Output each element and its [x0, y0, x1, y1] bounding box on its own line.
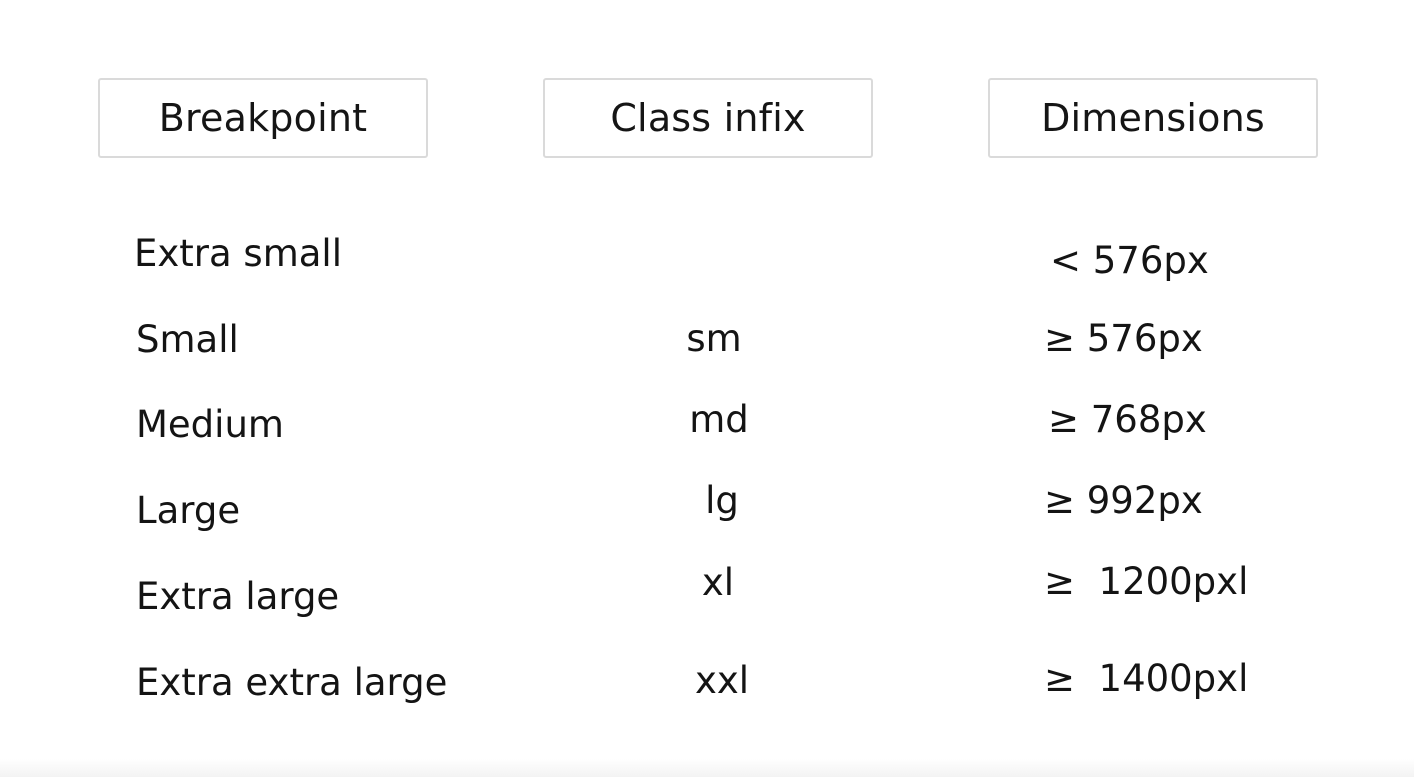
- row-dimensions-extra-large: ≥ 1200pxl: [1044, 560, 1249, 603]
- row-breakpoint-extra-extra-large: Extra extra large: [136, 661, 448, 704]
- row-infix-extra-extra-large: xxl: [694, 659, 750, 702]
- header-dimensions: Dimensions: [988, 78, 1318, 158]
- row-breakpoint-medium: Medium: [136, 403, 284, 446]
- row-infix-large: lg: [705, 479, 739, 522]
- bottom-edge-shade: [0, 759, 1414, 777]
- row-dimensions-small: ≥ 576px: [1044, 317, 1203, 360]
- row-infix-medium: md: [689, 398, 749, 441]
- header-breakpoint: Breakpoint: [98, 78, 428, 158]
- row-infix-small: sm: [686, 317, 742, 360]
- row-breakpoint-small: Small: [136, 318, 239, 361]
- row-dimensions-medium: ≥ 768px: [1048, 398, 1207, 441]
- row-infix-extra-large: xl: [701, 561, 735, 604]
- row-dimensions-extra-small: < 576px: [1050, 239, 1209, 282]
- row-dimensions-large: ≥ 992px: [1044, 479, 1203, 522]
- header-class-infix: Class infix: [543, 78, 873, 158]
- row-breakpoint-extra-small: Extra small: [134, 232, 342, 275]
- row-breakpoint-extra-large: Extra large: [136, 575, 340, 618]
- row-dimensions-extra-extra-large: ≥ 1400pxl: [1044, 657, 1249, 700]
- row-breakpoint-large: Large: [136, 489, 241, 532]
